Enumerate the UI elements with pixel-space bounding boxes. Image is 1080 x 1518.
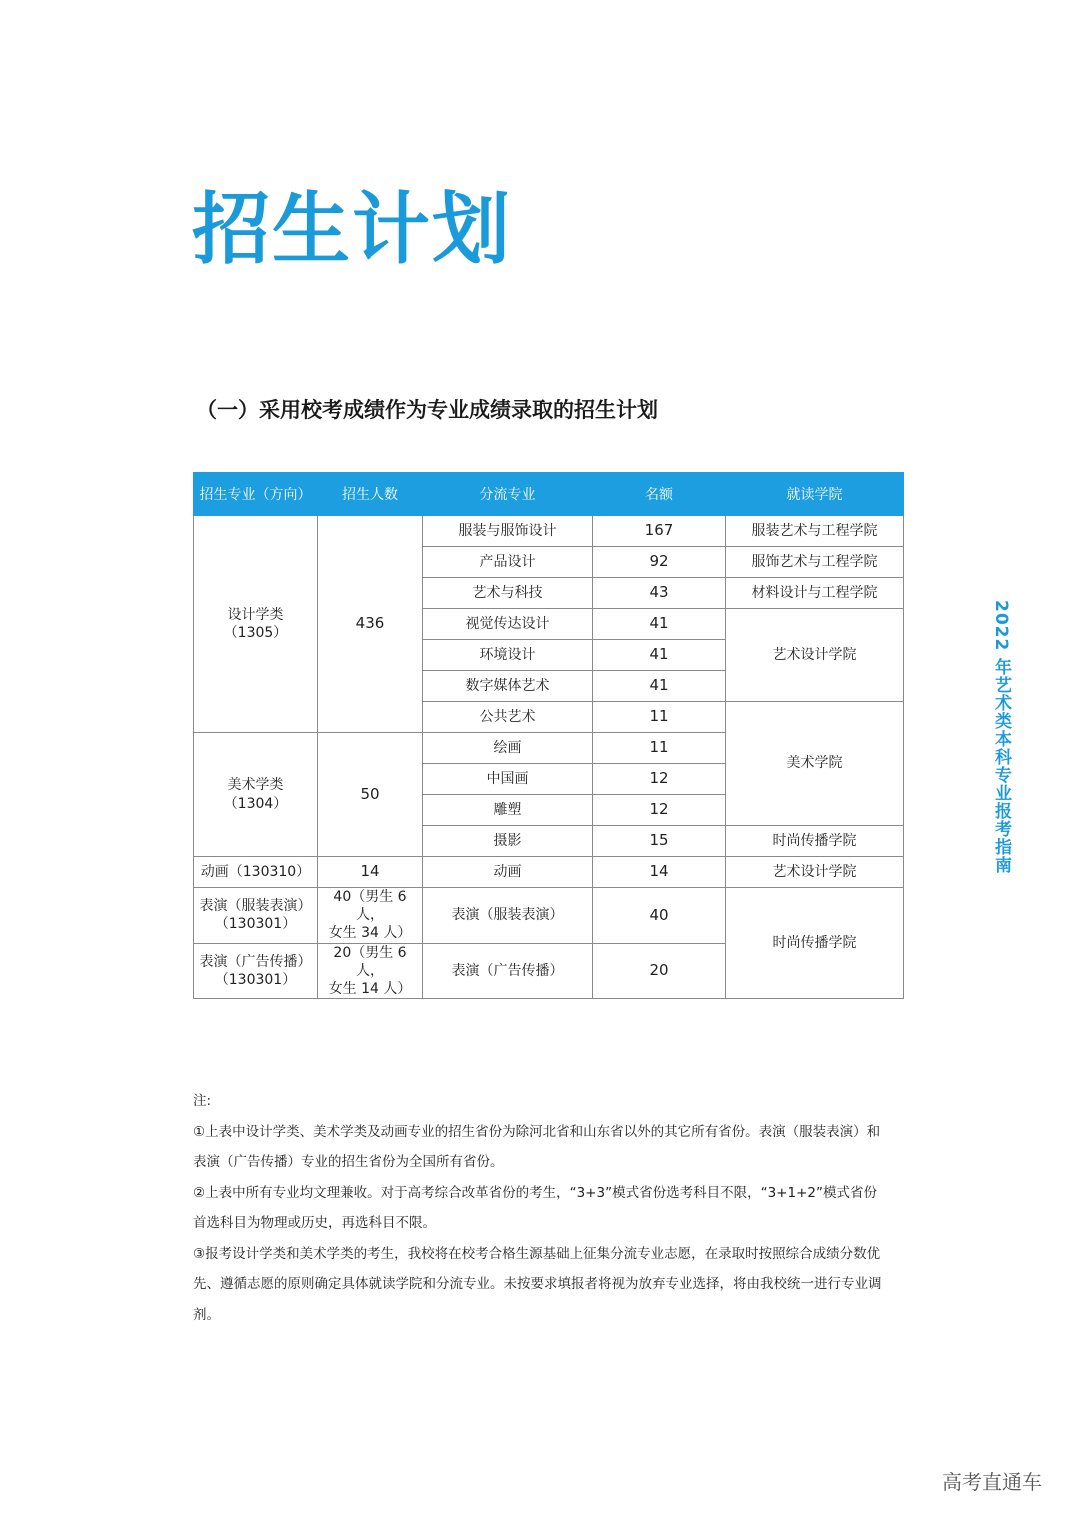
note-line: 表演（广告传播）专业的招生省份为全国所有省份。 — [193, 1154, 504, 1170]
quota-cell: 41 — [593, 640, 726, 671]
major-cell — [194, 516, 318, 733]
sub-major-cell: 产品设计 — [423, 547, 593, 578]
table-header-row — [194, 473, 904, 516]
quota-cell: 15 — [593, 826, 726, 857]
header-count: 招生人数 — [318, 473, 423, 516]
quota-cell: 11 — [593, 702, 726, 733]
table-row — [194, 857, 904, 888]
college-cell: 时尚传播学院 — [726, 888, 904, 999]
quota-cell: 20 — [593, 943, 726, 999]
college-cell: 时尚传播学院 — [726, 826, 904, 857]
major-cell — [194, 733, 318, 857]
count-cell: 50 — [318, 733, 423, 857]
quota-cell: 12 — [593, 764, 726, 795]
sub-major-cell: 动画 — [423, 857, 593, 888]
table-row — [194, 516, 904, 547]
sub-major-cell: 服装与服饰设计 — [423, 516, 593, 547]
note-line: 先、遵循志愿的原则确定具体就读学院和分流专业。未按要求填报者将视为放弃专业选择，将由我校统一进行专业调剂。 — [193, 1276, 882, 1323]
college-cell: 服装艺术与工程学院 — [726, 516, 904, 547]
sub-major-cell: 表演（服装表演） — [423, 888, 593, 944]
major-cell — [194, 888, 318, 944]
quota-cell: 41 — [593, 671, 726, 702]
header-major: 招生专业（方向） — [194, 473, 318, 516]
sub-major-cell: 雕塑 — [423, 795, 593, 826]
count-cell — [318, 943, 423, 999]
major-code: （1305） — [223, 625, 288, 641]
sub-major-cell: 绘画 — [423, 733, 593, 764]
college-cell: 美术学院 — [726, 702, 904, 826]
quota-cell: 43 — [593, 578, 726, 609]
quota-cell: 40 — [593, 888, 726, 944]
sub-major-cell: 表演（广告传播） — [423, 943, 593, 999]
header-sub-major: 分流专业 — [423, 473, 593, 516]
sub-major-cell: 环境设计 — [423, 640, 593, 671]
quota-cell: 11 — [593, 733, 726, 764]
sub-major-cell: 公共艺术 — [423, 702, 593, 733]
header-college: 就读学院 — [726, 473, 904, 516]
notes-heading: 注: — [193, 1093, 212, 1109]
college-cell: 艺术设计学院 — [726, 857, 904, 888]
sub-major-cell: 视觉传达设计 — [423, 609, 593, 640]
major-name: 设计学类 — [227, 606, 284, 623]
sub-major-cell: 数字媒体艺术 — [423, 671, 593, 702]
count-line: 40（男生 6 人， — [333, 889, 407, 924]
enrollment-plan-table — [193, 472, 904, 999]
quota-cell: 41 — [593, 609, 726, 640]
count-line: 女生 34 人） — [328, 925, 412, 942]
sub-major-cell: 艺术与科技 — [423, 578, 593, 609]
major-code: （1304） — [223, 795, 288, 812]
section-title: （一）采用校考成绩作为专业成绩录取的招生计划 — [196, 398, 658, 422]
side-guide-label: 2022 年艺术类本科专业报考指南 — [991, 600, 1011, 875]
table-row — [194, 888, 904, 944]
note-line: ①上表中设计学类、美术学类及动画专业的招生省份为除河北省和山东省以外的其它所有省份。表演（服装表演）和 — [193, 1123, 881, 1140]
count-cell — [318, 888, 423, 944]
sub-major-cell: 摄影 — [423, 826, 593, 857]
major-code: （130301） — [214, 916, 297, 933]
note-line: 首选科目为物理或历史，再选科目不限。 — [193, 1215, 436, 1231]
count-line: 女生 14 人） — [328, 980, 412, 997]
major-code: （130301） — [214, 971, 297, 988]
quota-cell: 14 — [593, 857, 726, 888]
major-name: 美术学类 — [227, 777, 284, 794]
major-cell: 动画（130310） — [194, 857, 318, 888]
header-quota: 名额 — [593, 473, 726, 516]
quota-cell: 12 — [593, 795, 726, 826]
major-cell — [194, 943, 318, 999]
notes-section — [193, 1086, 905, 1330]
college-cell: 服饰艺术与工程学院 — [726, 547, 904, 578]
note-line: ②上表中所有专业均文理兼收。对于高考综合改革省份的考生，“3+3”模式省份选考科目不限，“3+1+2”模式省份 — [193, 1184, 877, 1201]
major-name: 表演（广告传播） — [199, 953, 312, 970]
sub-major-cell: 中国画 — [423, 764, 593, 795]
note-line: ③报考设计学类和美术学类的考生，我校将在校考合格生源基础上征集分流专业志愿，在录取时按照综合成绩分数优 — [193, 1245, 881, 1262]
watermark: 高考直通车 — [942, 1470, 1042, 1494]
page-title: 招生计划 — [192, 185, 513, 275]
college-cell: 艺术设计学院 — [726, 609, 904, 702]
count-cell: 436 — [318, 516, 423, 733]
major-name: 表演（服装表演） — [199, 898, 312, 915]
college-cell: 材料设计与工程学院 — [726, 578, 904, 609]
count-cell: 14 — [318, 857, 423, 888]
quota-cell: 167 — [593, 516, 726, 547]
count-line: 20（男生 6 人， — [333, 944, 407, 979]
quota-cell: 92 — [593, 547, 726, 578]
